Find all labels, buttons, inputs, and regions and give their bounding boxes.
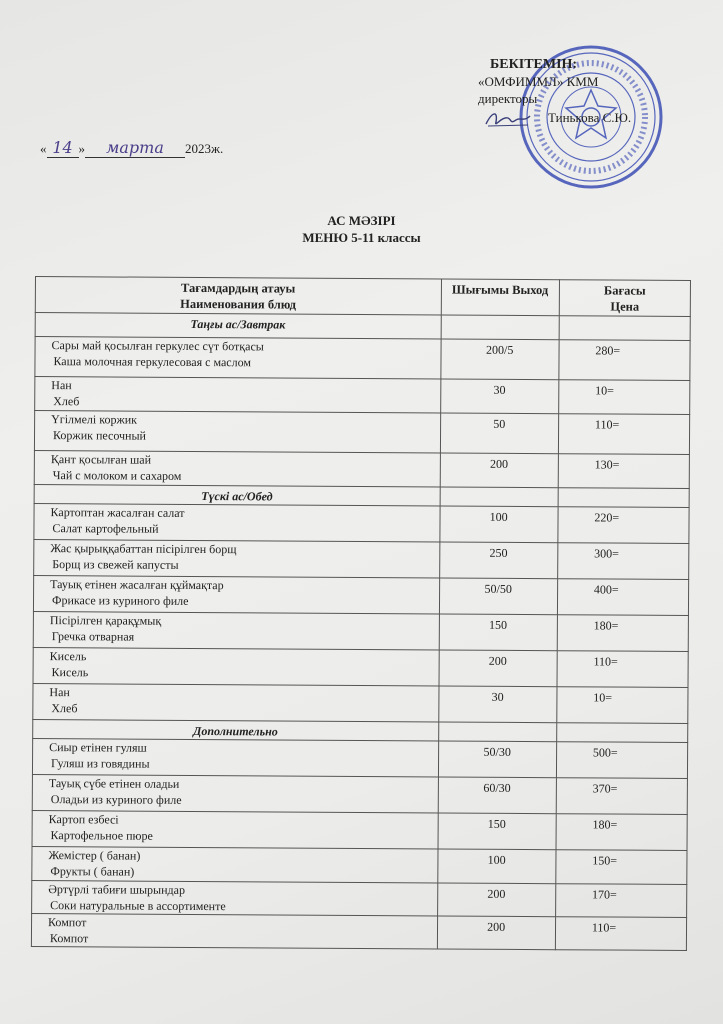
dish-price: 400=: [557, 579, 688, 616]
dish-output: 100: [439, 506, 558, 543]
dish-price: 180=: [556, 814, 687, 851]
dish-name-kz: Кисель: [49, 649, 87, 664]
dish-name-cell: [34, 450, 440, 486]
dish-name-kz: Үгілмелі коржик: [51, 412, 138, 427]
dish-name-cell: [34, 503, 440, 541]
header-name-kz: Тағамдардың атауы: [180, 280, 296, 296]
date-line: [40, 138, 223, 158]
table-row: [34, 503, 689, 543]
dish-price: 150=: [556, 850, 687, 885]
dish-output: 30: [440, 379, 559, 414]
dish-output: 200/5: [440, 339, 559, 380]
dish-output: 50/30: [438, 741, 557, 778]
approval-org: «ОМФИММЛ» КММ: [478, 74, 599, 89]
table-row: [32, 774, 687, 814]
dish-name-cell: [34, 411, 440, 453]
dish-name-cell: [34, 539, 440, 577]
approval-heading: БЕКІТЕМІН:: [490, 57, 578, 72]
dish-output: 250: [439, 542, 558, 579]
header-price: [559, 280, 690, 317]
dish-name-cell: [31, 913, 437, 948]
header-price-kz: Бағасы: [603, 283, 646, 298]
dish-output: 100: [437, 849, 556, 884]
date-open-quote: «: [40, 141, 47, 156]
menu-title-ru: МЕНЮ 5-11 классы: [302, 230, 421, 245]
empty-cell: [438, 722, 556, 742]
dish-name-cell: [32, 774, 438, 812]
menu-title-kz: АС МӘЗІРІ: [327, 213, 396, 228]
dish-name-cell: [35, 337, 441, 379]
dish-name-cell: [33, 575, 439, 613]
dish-price: 170=: [555, 884, 686, 918]
dish-name-ru: Каша молочная геркулесовая с маслом: [53, 354, 252, 370]
dish-name-ru: Гуляш из говядины: [50, 756, 150, 771]
dish-price: 110=: [555, 917, 686, 951]
dish-output: 50/50: [439, 578, 558, 615]
dish-price: 220=: [558, 507, 689, 544]
empty-cell: [558, 488, 689, 508]
table-row: [34, 450, 689, 488]
dish-name-kz: Тауық сүбе етінен оладьи: [48, 776, 180, 791]
dish-output: 200: [437, 883, 556, 917]
menu-table-body: [31, 313, 690, 951]
dish-price: 10=: [558, 380, 689, 415]
table-header-row: [35, 277, 690, 317]
section-title: Дополнительно: [33, 719, 439, 740]
dish-output: 60/30: [438, 777, 557, 814]
dish-price: 110=: [558, 414, 689, 455]
dish-output: 30: [438, 686, 557, 723]
header-price-ru: Цена: [610, 299, 640, 314]
dish-name-ru: Борщ из свежей капусты: [52, 557, 179, 572]
dish-name-ru: Картофельное пюре: [50, 828, 153, 843]
handwritten-signature: [484, 108, 534, 130]
table-row: [33, 647, 688, 687]
header-dish-name: [35, 277, 441, 315]
section-title: Таңғы ас/Завтрак: [35, 313, 441, 339]
date-close-quote: »: [78, 141, 85, 156]
dish-name-kz: Тауық етінен жасалған құймақтар: [50, 577, 224, 593]
date-month: марта: [106, 138, 164, 157]
table-row: [32, 880, 687, 917]
empty-cell: [440, 487, 558, 507]
dish-name-ru: Гречка отварная: [51, 629, 135, 644]
dish-name-ru: Кисель: [51, 665, 89, 680]
dish-price: 180=: [557, 615, 688, 652]
table-row: [32, 810, 687, 850]
dish-name-ru: Соки натуральные в ассортименте: [50, 898, 226, 914]
dish-name-kz: Қант қосылған шай: [50, 452, 152, 467]
dish-name-ru: Коржик песочный: [52, 428, 147, 443]
dish-price: 300=: [557, 543, 688, 580]
dish-name-cell: [33, 611, 439, 649]
date-year: 2023ж.: [185, 141, 224, 156]
dish-price: 280=: [559, 340, 690, 381]
table-row: [35, 377, 690, 415]
empty-cell: [556, 723, 687, 743]
dish-name-kz: Жемістер ( банан): [48, 848, 141, 863]
dish-name-cell: [33, 647, 439, 685]
table-row: [33, 575, 688, 615]
dish-name-kz: Нан: [51, 378, 72, 393]
dish-name-ru: Фрикасе из куриного филе: [51, 593, 189, 608]
approval-position: директоры: [478, 91, 538, 106]
dish-output: 200: [439, 650, 558, 687]
dish-name-kz: Жас қырыққабаттан пісірілген борщ: [50, 541, 237, 557]
dish-name-ru: Салат картофельный: [52, 521, 159, 536]
dish-name-ru: Оладьи из куриного филе: [50, 792, 182, 807]
dish-name-cell: [32, 738, 438, 776]
approval-block: [478, 56, 688, 125]
menu-table: [31, 276, 691, 951]
approval-name: Тинькова С.Ю.: [548, 110, 632, 125]
dish-name-cell: [33, 683, 439, 721]
dish-output: 50: [440, 413, 559, 454]
dish-name-kz: Нан: [49, 685, 70, 700]
dish-name-ru: Компот: [49, 931, 89, 946]
dish-name-kz: Сиыр етінен гуляш: [49, 740, 147, 755]
dish-name-kz: Пісірілген қарақұмық: [49, 613, 162, 628]
header-output-label: Шығымы Выход: [451, 282, 549, 298]
dish-price: 370=: [556, 778, 687, 815]
dish-name-kz: Картоптан жасалған салат: [50, 505, 185, 520]
dish-output: 200: [440, 453, 559, 488]
dish-name-cell: [32, 880, 438, 915]
dish-price: 130=: [558, 454, 689, 489]
dish-name-ru: Хлеб: [53, 394, 80, 409]
date-day: 14: [52, 138, 73, 157]
section-title: Түскі ас/Обед: [34, 484, 440, 505]
dish-output: 150: [438, 813, 557, 850]
dish-name-cell: [32, 846, 438, 882]
dish-name-cell: [32, 810, 438, 848]
empty-cell: [441, 315, 559, 340]
dish-price: 110=: [557, 651, 688, 688]
dish-name-kz: Әртүрлі табиғи шырындар: [48, 882, 186, 897]
table-row: [31, 913, 686, 950]
table-row: [32, 738, 687, 778]
dish-name-kz: Компот: [48, 915, 87, 930]
dish-name-cell: [35, 377, 441, 413]
dish-name-kz: Картоп езбесі: [48, 812, 119, 827]
dish-name-ru: Хлеб: [51, 701, 78, 716]
dish-price: 10=: [557, 687, 688, 724]
dish-name-kz: Сары май қосылған геркулес сүт ботқасы: [51, 338, 264, 354]
empty-cell: [559, 316, 690, 341]
header-output: [441, 279, 560, 316]
dish-name-ru: Фрукты ( банан): [50, 864, 135, 879]
table-row: [34, 539, 689, 579]
table-row: [33, 683, 688, 723]
table-row: [35, 337, 690, 381]
dish-price: 500=: [556, 742, 687, 779]
dish-name-ru: Чай с молоком и сахаром: [52, 468, 182, 483]
table-row: [32, 846, 687, 884]
header-name-ru: Наименования блюд: [180, 296, 297, 312]
dish-output: 200: [437, 916, 556, 950]
menu-title: [0, 212, 723, 246]
dish-output: 150: [439, 614, 558, 651]
table-row: [34, 411, 689, 455]
table-row: [33, 611, 688, 651]
